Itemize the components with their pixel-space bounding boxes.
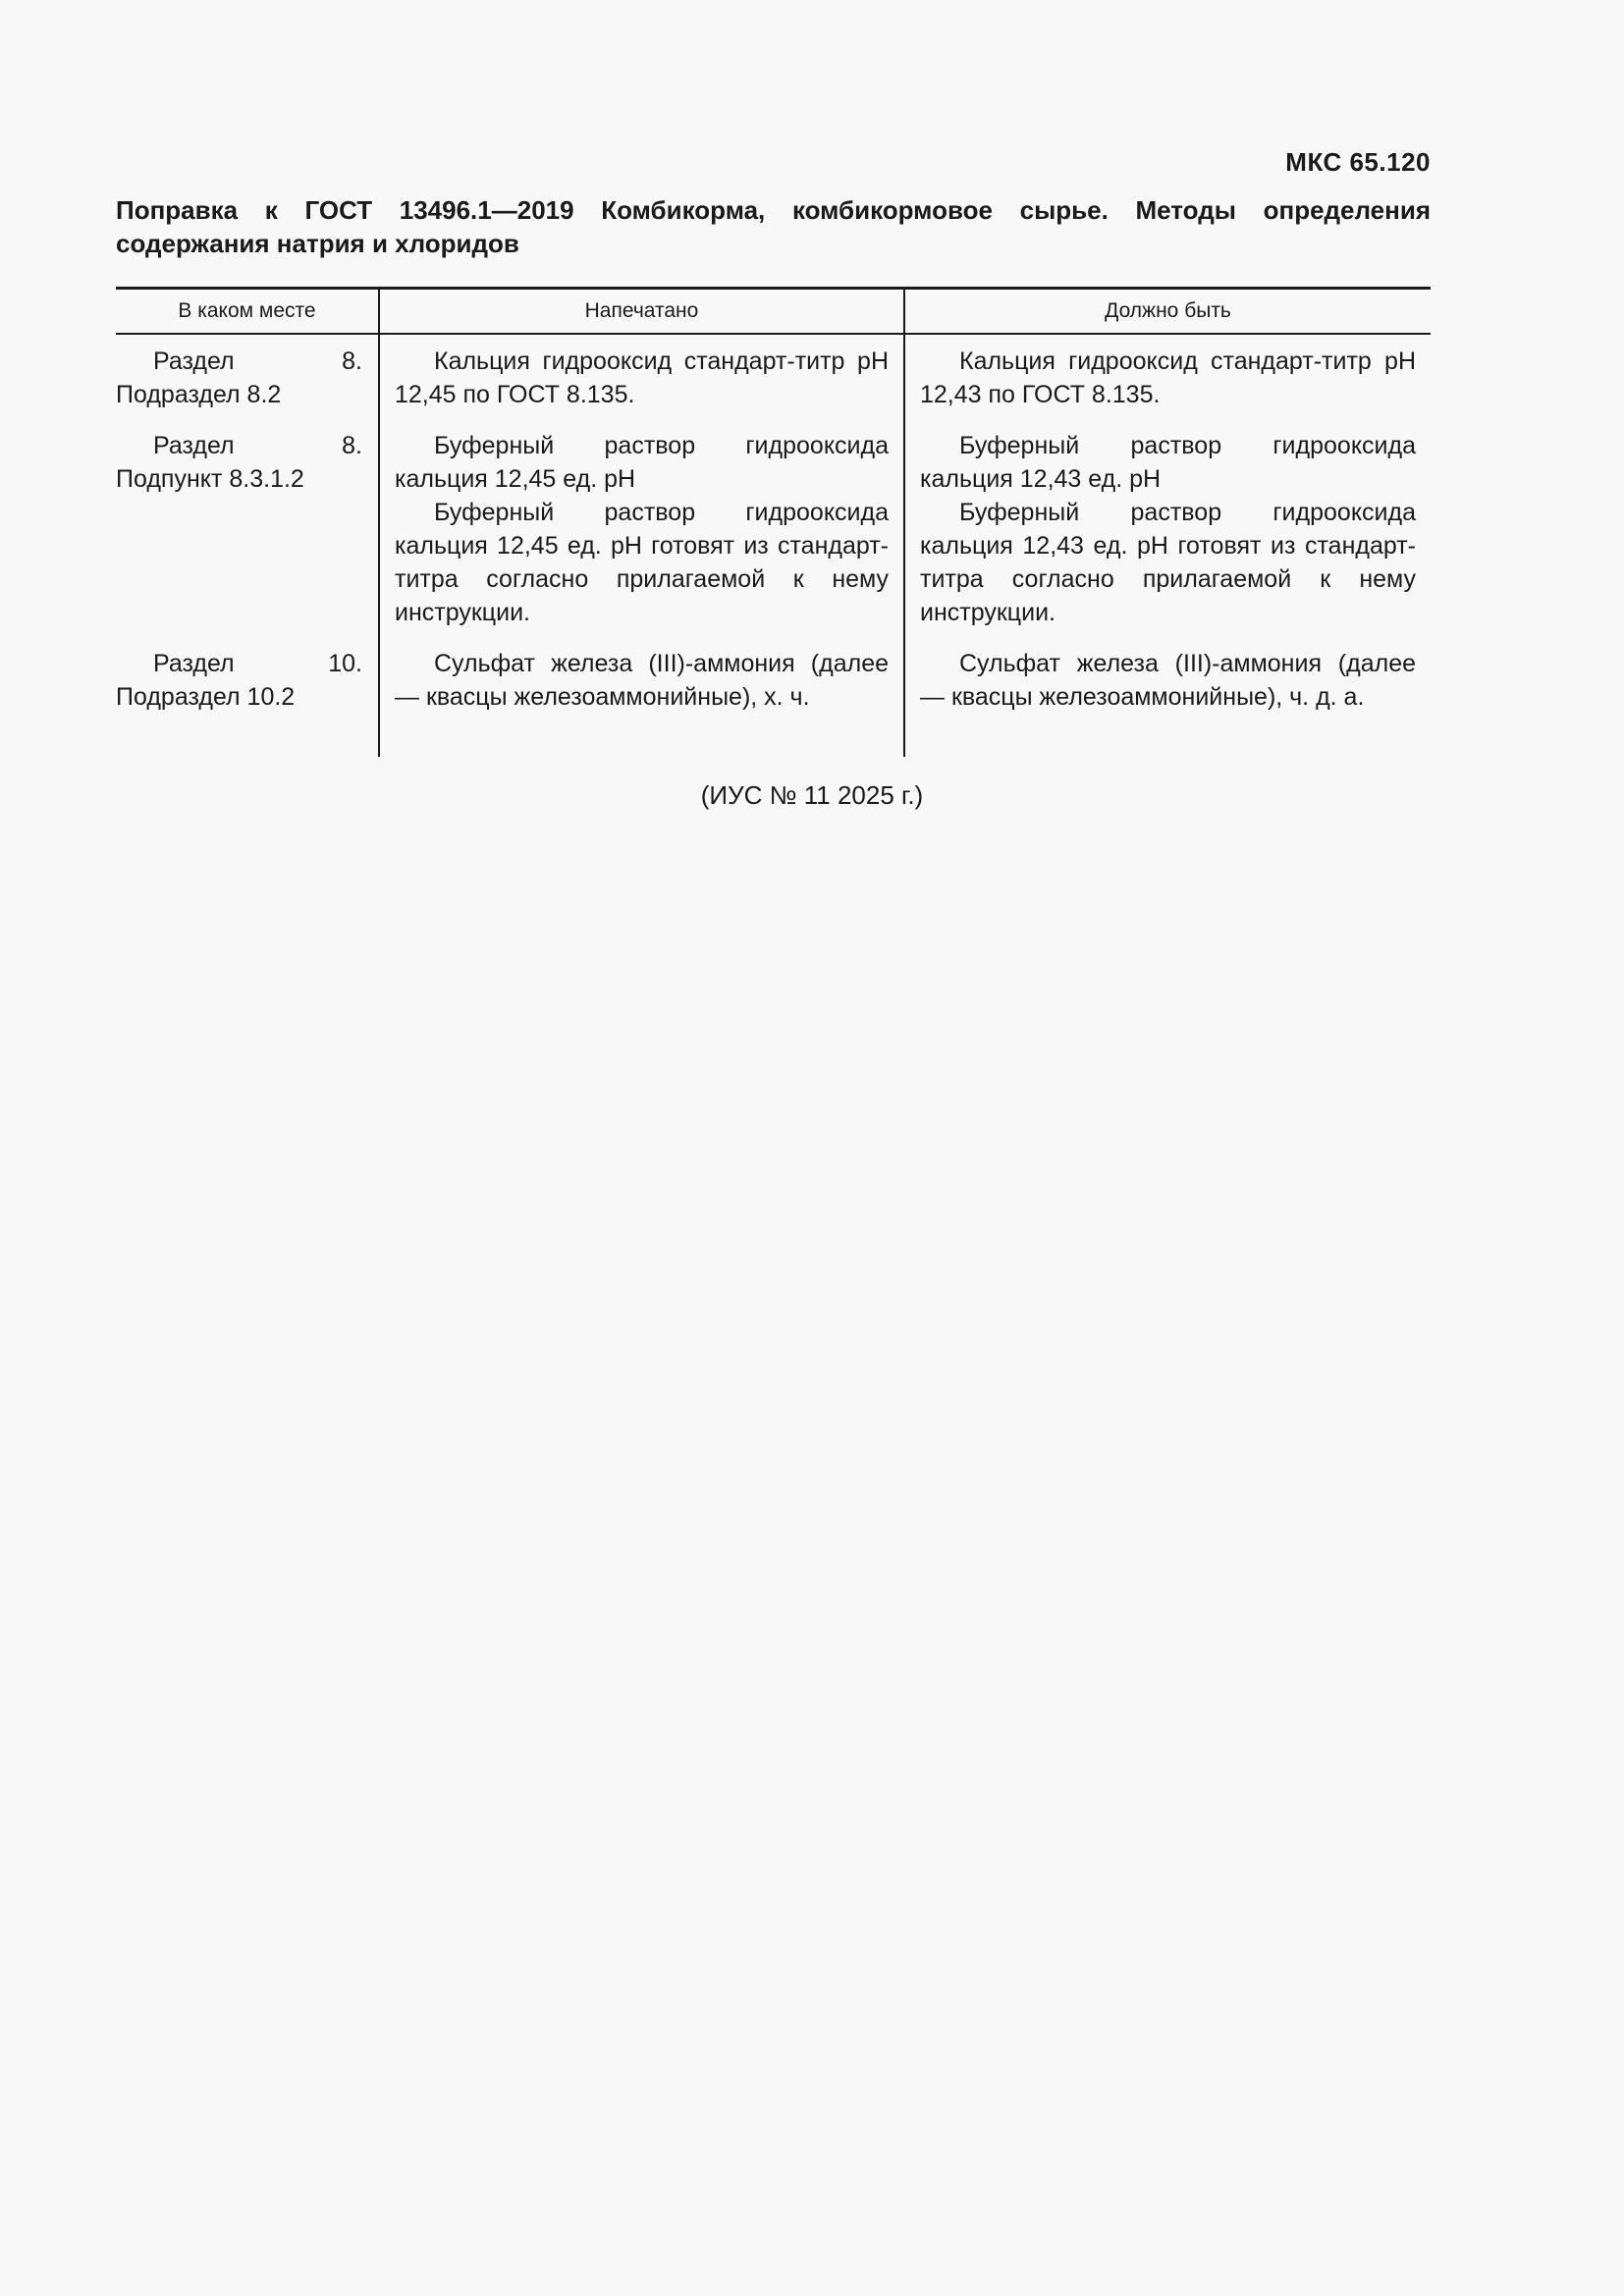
cell-printed: Сульфат железа (III)-аммония (далее — квасцы железоаммонийные), х. ч. xyxy=(379,637,904,757)
cell-correct: Буферный раствор гидрооксида кальция 12,43 ед. pH Буферный раствор гидрооксида кальция 12,43 ед. pH готовят из стандарт-титра согласно прилагаемой к нему инструкции. xyxy=(904,419,1431,637)
table-row xyxy=(116,419,1431,637)
cell-correct: Кальция гидрооксид стандарт-титр pH 12,43 по ГОСТ 8.135. xyxy=(904,334,1431,419)
header-printed: Напечатано xyxy=(379,289,904,335)
classifier-code: МКС 65.120 xyxy=(1285,147,1431,177)
header-place: В каком месте xyxy=(178,299,316,322)
cell-printed: Буферный раствор гидрооксида кальция 12,45 ед. pH Буферный раствор гидрооксида кальция 12,45 ед. pH готовят из стандарт-титра согласно прилагаемой к нему инструкции. xyxy=(379,419,904,637)
header-correct: Должно быть xyxy=(904,289,1431,335)
table-header-row xyxy=(116,289,1431,335)
cell-printed: Кальция гидрооксид стандарт-титр pH 12,45 по ГОСТ 8.135. xyxy=(379,334,904,419)
table-row xyxy=(116,637,1431,757)
document-title: Поправка к ГОСТ 13496.1—2019 Комбикорма, комбикормовое сырье. Методы определения содержания натрия и хлоридов xyxy=(116,195,1431,258)
amendment-table xyxy=(116,287,1431,757)
cell-place: Раздел 8. Подпункт 8.3.1.2 xyxy=(116,432,362,493)
table-row xyxy=(116,334,1431,419)
cell-correct: Сульфат железа (III)-аммония (далее — квасцы железоаммонийные), ч. д. а. xyxy=(904,637,1431,757)
cell-place: Раздел 10. Подраздел 10.2 xyxy=(116,650,362,711)
publication-note: (ИУС № 11 2025 г.) xyxy=(700,780,924,810)
cell-place: Раздел 8. Подраздел 8.2 xyxy=(116,347,362,408)
